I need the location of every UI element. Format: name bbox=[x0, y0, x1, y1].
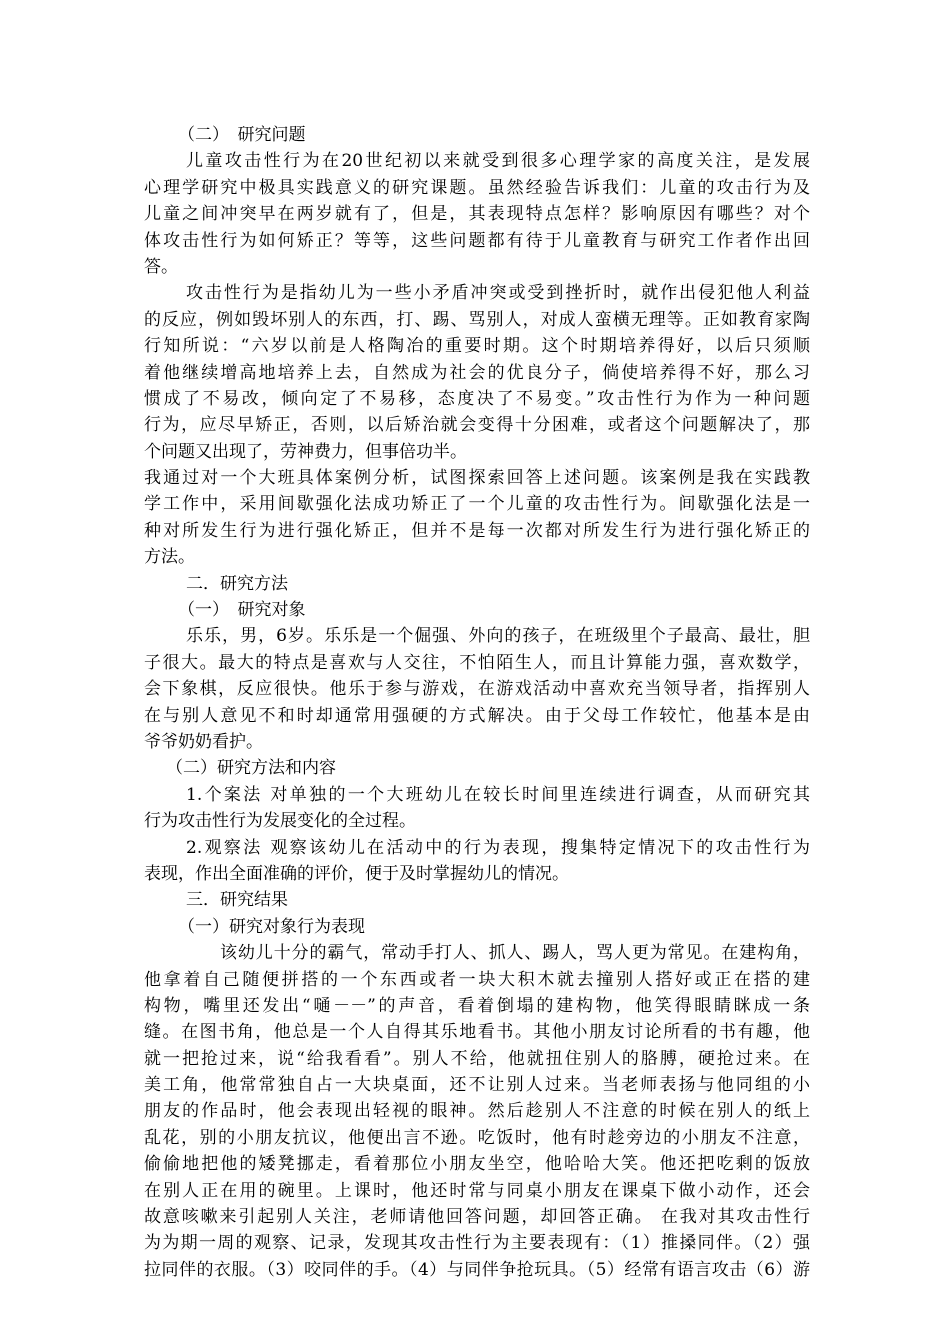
paragraph-line: 着他继续增高地培养上去，自然成为社会的优良分子，倘使培养得不好，那么习 bbox=[144, 362, 810, 383]
paragraph-line: 体攻击性行为如何矫正？等等，这些问题都有待于儿童教育与研究工作者作出回 bbox=[144, 230, 810, 251]
paragraph-line: 美工角，他常常独自占一大块桌面，还不让别人过来。当老师表扬与他同组的小 bbox=[144, 1075, 810, 1096]
paragraph-line: 构物，嘴里还发出“嗵－－”的声音，看着倒塌的建构物，他笑得眼睛眯成一条 bbox=[144, 995, 810, 1016]
paragraph-line: 为为期一周的观察、记录，发现其攻击性行为主要表现有：（1）推搡同伴。（2）强 bbox=[144, 1233, 810, 1254]
paragraph-line: 2.观察法 观察该幼儿在活动中的行为表现，搜集特定情况下的攻击性行为 bbox=[186, 837, 810, 858]
paragraph-line: 爷爷奶奶看护。 bbox=[144, 731, 263, 752]
heading-research-question: （二） 研究问题 bbox=[178, 125, 306, 145]
paragraph-line: 朋友的作品时，他会表现出轻视的眼神。然后趁别人不注意的时候在别人的纸上 bbox=[144, 1101, 810, 1122]
paragraph-line: 学工作中，采用间歇强化法成功矫正了一个儿童的攻击性行为。间歇强化法是一 bbox=[144, 494, 810, 515]
paragraph-line: 行知所说：“六岁以前是人格陶冶的重要时期。这个时期培养得好，以后只须顺 bbox=[144, 336, 810, 357]
paragraph-line: 种对所发生行为进行强化矫正，但并不是每一次都对所发生行为进行强化矫正的 bbox=[144, 520, 810, 541]
paragraph-line: 偷偷地把他的矮凳挪走，看着那位小朋友坐空，他哈哈大笑。他还把吃剩的饭放 bbox=[144, 1154, 810, 1175]
paragraph-line: 故意咳嗽来引起别人关注，老师请他回答问题，却回答正确。 在我对其攻击性行 bbox=[144, 1207, 810, 1228]
paragraph-line: 惯成了不易改，倾向定了不易移，态度决了不易变。”攻击性行为作为一种问题 bbox=[144, 388, 810, 409]
paragraph-line: 会下象棋，反应很快。他乐于参与游戏，在游戏活动中喜欢充当领导者，指挥别人 bbox=[144, 679, 810, 700]
paragraph-line: 儿童攻击性行为在20世纪初以来就受到很多心理学家的高度关注，是发展 bbox=[186, 151, 810, 172]
paragraph-line: 子很大。最大的特点是喜欢与人交往，不怕陌生人，而且计算能力强，喜欢数学， bbox=[144, 652, 810, 673]
paragraph-line: 就一把抢过来，说“给我看看”。别人不给，他就扭住别人的胳膊，硬抢过来。在 bbox=[144, 1048, 810, 1069]
paragraph-line: 1.个案法 对单独的一个大班幼儿在较长时间里连续进行调查，从而研究其 bbox=[186, 784, 810, 805]
paragraph-line: 行为，应尽早矫正，否则，以后矫治就会变得十分困难，或者这个问题解决了，那 bbox=[144, 415, 810, 436]
paragraph-line: 个问题又出现了，劳神费力，但事倍功半。 bbox=[144, 441, 467, 462]
paragraph-line: 在与别人意见不和时却通常用强硬的方式解决。由于父母工作较忙，他基本是由 bbox=[144, 705, 810, 726]
paragraph-line: 我通过对一个大班具体案例分析，试图探索回答上述问题。该案例是我在实践教 bbox=[144, 468, 810, 489]
paragraph-line: 表现，作出全面准确的评价，便于及时掌握幼儿的情况。 bbox=[144, 863, 569, 884]
paragraph-line: 该幼儿十分的霸气，常动手打人、抓人、踢人，骂人更为常见。在建构角， bbox=[220, 943, 810, 964]
paragraph-line: 缝。在图书角，他总是一个人自得其乐地看书。其他小朋友讨论所看的书有趣，他 bbox=[144, 1022, 810, 1043]
paragraph-line bbox=[144, 1283, 810, 1309]
heading-behavior: （一）研究对象行为表现 bbox=[178, 916, 365, 937]
paragraph-line: 心理学研究中极具实践意义的研究课题。虽然经验告诉我们：儿童的攻击行为及 bbox=[144, 177, 810, 198]
paragraph-line: 答。 bbox=[144, 256, 178, 277]
paragraph-line: 在别人正在用的碗里。上课时，他还时常与同桌小朋友在课桌下做小动作，还会 bbox=[144, 1180, 810, 1201]
paragraph-line: 行为攻击性行为发展变化的全过程。 bbox=[144, 811, 416, 832]
paragraph-line: 方法。 bbox=[144, 547, 195, 568]
document-page bbox=[144, 122, 810, 1310]
heading-research-results: 三．研究结果 bbox=[186, 890, 288, 911]
paragraph-line: 攻击性行为是指幼儿为一些小矛盾冲突或受到挫折时，就作出侵犯他人利益 bbox=[186, 283, 810, 304]
paragraph-line: 拉同伴的衣服。（3）咬同伴的手。（4）与同伴争抢玩具。（5）经常有语言攻击（6）游 bbox=[144, 1259, 810, 1280]
heading-research-method: 二．研究方法 bbox=[186, 573, 288, 594]
heading-method-content: （二）研究方法和内容 bbox=[166, 758, 336, 779]
paragraph-line: 乐乐，男，6岁。乐乐是一个倔强、外向的孩子，在班级里个子最高、最壮，胆 bbox=[186, 626, 810, 647]
paragraph-line: 他拿着自己随便拼搭的一个东西或者一块大积木就去撞别人搭好或正在搭的建 bbox=[144, 969, 810, 990]
paragraph-line: 的反应，例如毁坏别人的东西，打、踢、骂别人，对成人蛮横无理等。正如教育家陶 bbox=[144, 309, 810, 330]
paragraph-line: 乱花，别的小朋友抗议，他便出言不逊。吃饭时，他有时趁旁边的小朋友不注意， bbox=[144, 1127, 810, 1148]
heading-research-subject: （一） 研究对象 bbox=[178, 600, 306, 621]
paragraph-line: 儿童之间冲突早在两岁就有了，但是，其表现特点怎样？影响原因有哪些？对个 bbox=[144, 204, 810, 225]
